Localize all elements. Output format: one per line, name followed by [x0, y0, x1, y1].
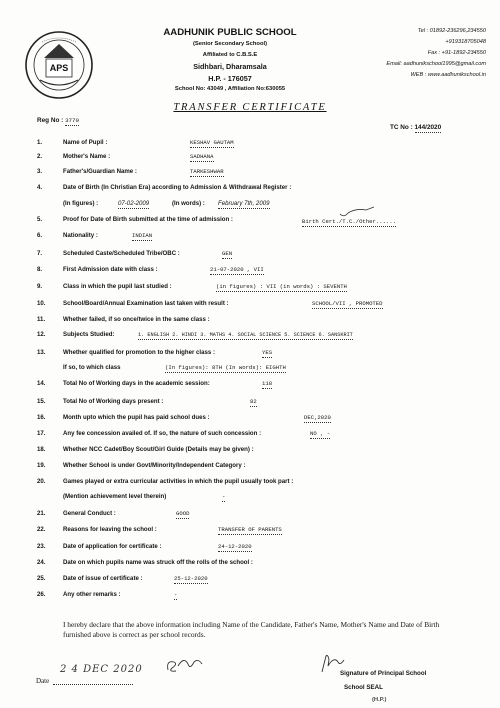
contact-email: Email: aadhunikschool1995@gmail.com [386, 61, 486, 67]
field-label-nationality: Nationality : [63, 232, 98, 239]
field-num: 5. [37, 216, 43, 223]
school-seal-sub: (H.P.) [372, 697, 387, 703]
field-num: 9. [37, 283, 43, 290]
field-num: 10. [37, 300, 46, 307]
field-num: 26. [37, 591, 46, 598]
field-value-conduct: GOOD [176, 510, 190, 517]
field-value-fee-concession: NO , - [310, 430, 331, 437]
field-label-fee-concession: Any fee concession availed of. If so, the nature of such concession : [63, 430, 262, 437]
dob-figures-label: (In figures) : [63, 200, 99, 207]
field-label-school-category: Whether School is under Govt/Minority/Independent Category : [63, 462, 246, 469]
school-name: AADHUNIK PUBLIC SCHOOL [163, 27, 297, 38]
field-value-next-class: (In figures): 8TH (In words): EIGHTH [165, 364, 286, 371]
field-num: 8. [37, 266, 43, 273]
field-value-achievement: - [222, 493, 226, 500]
principal-signature-label-text: Signature of Principal [340, 670, 404, 677]
field-label-issue-date: Date of issue of certificate : [63, 575, 143, 582]
field-value-days-present: 82 [250, 398, 257, 405]
reg-no-value: 3770 [65, 117, 79, 124]
field-num: 7. [37, 250, 43, 257]
field-num: 1. [37, 139, 43, 146]
field-value-dob-proof: Birth Cert./T.C./Other...... [302, 218, 396, 225]
school-number: School No: 43049 , Affiliation No:630055 [174, 86, 286, 92]
class-teacher-signature [164, 652, 206, 678]
field-num: 20. [37, 478, 46, 485]
field-label-games: Games played or extra curricular activities in which the pupil usually took part : [63, 478, 294, 485]
field-value-subjects: 1. ENGLISH 2. HINDI 3. MATHS 4. SOCIAL SCIENCE 5. SCIENCE 6. SANSKRIT [138, 332, 353, 338]
field-value-pupil-name: KESHAV GAUTAM [190, 139, 234, 146]
field-num: 14. [37, 380, 46, 387]
field-value-remarks: - [174, 591, 178, 598]
field-num: 18. [37, 446, 46, 453]
field-label-next-class: If so, to which class [63, 364, 121, 371]
contact-tel: Tel : 01892-236296,234550 [417, 28, 486, 34]
field-label-failed: Whether failed, if so once/twice in the same class : [63, 316, 210, 323]
tc-no-label: TC No : [390, 124, 413, 131]
field-label-father-name: Father's/Guardian Name : [63, 168, 137, 175]
dob-figures-value: 07-02-2009 [118, 200, 150, 207]
field-label-category: Scheduled Caste/Scheduled Tribe/OBC : [63, 250, 180, 257]
principal-school-suffix: School [405, 670, 427, 677]
field-num: 23. [37, 543, 46, 550]
field-num: 4. [37, 184, 43, 191]
field-num: 11. [37, 316, 46, 323]
contact-web: WEB : www.aadhunikschool.in [410, 72, 486, 78]
field-value-last-exam: SCHOOL/VII , PROMOTED [312, 300, 383, 307]
handwritten-checkmark [338, 206, 378, 220]
footer-date-label: Date [36, 677, 50, 685]
field-value-category: GEN [222, 250, 233, 257]
contact-mobile: +919318705048 [445, 39, 486, 45]
field-label-last-class: Class in which the pupil last studied : [63, 283, 172, 290]
field-value-dues-paid: DEC,2020 [304, 414, 331, 421]
field-label-achievement: (Mention achievement level therein) [63, 493, 167, 500]
field-label-application-date: Date of application for certificate : [63, 543, 162, 550]
footer-date-line [53, 684, 133, 685]
field-num: 12. [37, 331, 46, 338]
footer-date-handwritten: 2 4 DEC 2020 [60, 664, 143, 675]
field-num: 6. [37, 232, 43, 239]
field-label-subjects: Subjects Studied: [63, 331, 115, 338]
reg-no [37, 117, 79, 124]
field-label-first-admission: First Admission date with class : [63, 266, 158, 273]
field-num: 15. [37, 398, 46, 405]
field-value-leaving-reason: TRANSFER OF PARENTS [218, 526, 282, 533]
field-label-dues-paid: Month upto which the pupil has paid school dues : [63, 414, 210, 421]
document-title: TRANSFER CERTIFICATE [173, 102, 327, 113]
field-label-ncc: Whether NCC Cadet/Boy Scout/Girl Guide (Details may be given) : [63, 446, 254, 453]
tc-no-value: 144/2020 [414, 124, 442, 131]
reg-no-label: Reg No : [37, 117, 64, 124]
dob-words-value: February 7th, 2009 [218, 200, 270, 207]
field-label-days-present: Total No of Working days present : [63, 398, 164, 405]
tc-no [390, 124, 441, 131]
school-subtitle: (Senior Secondary School) [192, 41, 268, 47]
school-logo-emblem [24, 30, 94, 100]
field-value-working-days: 118 [262, 380, 273, 387]
school-location: Sidhbari, Dharamsala [193, 62, 267, 71]
field-num: 3. [37, 168, 43, 175]
field-num: 13. [37, 349, 46, 356]
field-label-pupil-name: Name of Pupil : [63, 139, 108, 146]
field-value-issue-date: 25-12-2020 [174, 575, 208, 582]
field-num: 24. [37, 559, 46, 566]
field-label-mother-name: Mother's Name : [63, 153, 111, 160]
field-value-application-date: 24-12-2020 [218, 543, 252, 550]
field-label-dob: Date of Birth (In Christian Era) according to Admission & Withdrawal Register : [63, 184, 292, 191]
field-label-remarks: Any other remarks : [63, 591, 121, 598]
principal-signature-label [340, 670, 426, 677]
field-value-father-name: TARKESHWAR [190, 168, 224, 175]
field-value-last-class: (in figures) : VII (in words) : SEVENTH [216, 283, 347, 290]
field-num: 19. [37, 462, 46, 469]
field-num: 17. [37, 430, 46, 437]
field-label-qualified: Whether qualified for promotion to the higher class : [63, 349, 216, 356]
field-label-working-days: Total No of Working days in the academic session: [63, 380, 210, 387]
field-label-last-exam: School/Board/Annual Examination last taken with result : [63, 300, 229, 307]
field-label-conduct: General Conduct : [63, 510, 116, 517]
field-num: 22. [37, 526, 46, 533]
school-seal-label: School SEAL [344, 684, 383, 691]
field-value-first-admission: 21-07-2020 , VII [210, 266, 264, 273]
field-value-mother-name: SADHANA [190, 153, 214, 160]
school-state: H.P. - 176057 [208, 74, 252, 83]
contact-fax: Fax : +91-1892-234550 [427, 50, 486, 56]
logo-initials: APS [49, 63, 69, 73]
dob-words-label: (In words) : [172, 200, 205, 207]
field-num: 16. [37, 414, 46, 421]
field-num: 25. [37, 575, 46, 582]
field-label-leaving-reason: Reasons for leaving the school : [63, 526, 157, 533]
declaration-text: I hereby declare that the above information including Name of the Candidate, Father's Name, Mother's Name and Date of Birth furnished above is correct as per school records. [63, 620, 440, 639]
field-num: 21. [37, 510, 46, 517]
field-value-nationality: INDIAN [132, 232, 153, 239]
field-label-struck-off: Date on which pupils name was struck off the rolls of the school : [63, 559, 253, 566]
field-value-qualified: YES [262, 349, 273, 356]
field-num: 2. [37, 153, 43, 160]
affiliation-board: Affiliated to C.B.S.E [202, 52, 258, 58]
field-label-dob-proof: Proof for Date of Birth submitted at the time of admission : [63, 216, 233, 223]
